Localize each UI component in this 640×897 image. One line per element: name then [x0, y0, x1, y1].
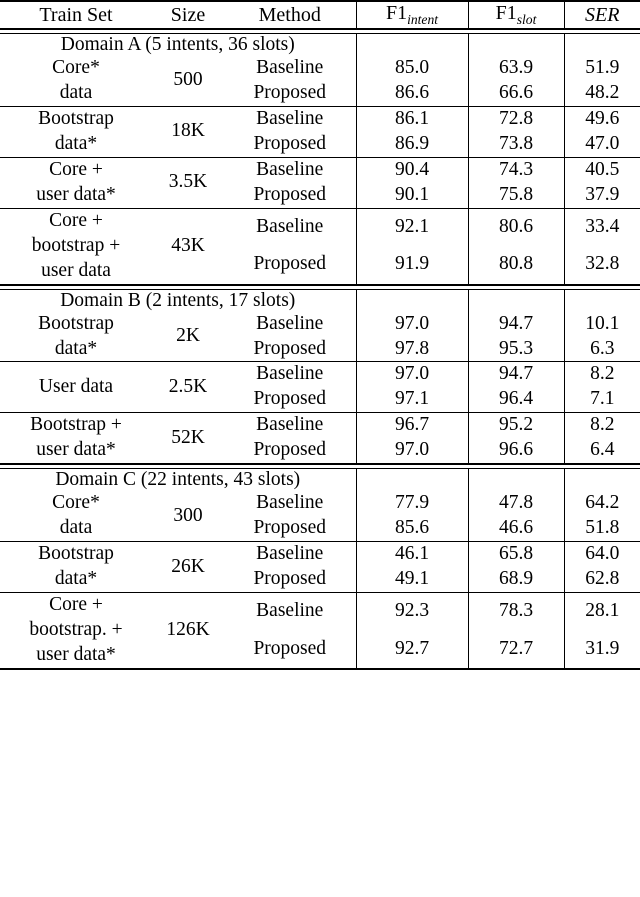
train-set-line: Core + — [49, 594, 103, 616]
size-cell: 18K — [171, 120, 205, 142]
ser-cell: 6.4 — [564, 438, 640, 464]
method-cell: Proposed — [253, 517, 327, 539]
f1-slot-cell: 65.8 — [468, 542, 564, 567]
train-set-cell — [0, 56, 152, 106]
train-set-line: Core* — [52, 492, 100, 514]
ser-cell: 40.5 — [564, 158, 640, 183]
method-cell: Proposed — [253, 132, 327, 154]
ser-cell: 47.0 — [564, 132, 640, 157]
train-set-line: data — [59, 81, 93, 103]
section-spacer-f1-intent — [356, 34, 468, 57]
ser-cell: 37.9 — [564, 183, 640, 208]
table-row — [0, 209, 640, 246]
f1-slot-cell: 95.3 — [468, 337, 564, 362]
method-cell: Proposed — [253, 183, 327, 205]
size-cell: 52K — [171, 426, 205, 448]
f1-slot-cell: 72.7 — [468, 630, 564, 669]
section-title-row — [0, 289, 640, 312]
table-row — [0, 107, 640, 132]
size-cell: 43K — [171, 234, 205, 256]
f1-slot-cell: 75.8 — [468, 183, 564, 208]
f1-intent-cell: 86.6 — [356, 81, 468, 106]
table-row — [0, 56, 640, 81]
method-cell: Baseline — [256, 543, 324, 565]
section-spacer-ser — [564, 469, 640, 492]
header-size: Size — [170, 3, 206, 26]
f1-intent-cell: 49.1 — [356, 567, 468, 592]
table-row — [0, 312, 640, 337]
method-cell: Baseline — [256, 600, 324, 622]
method-cell: Baseline — [256, 363, 324, 385]
method-cell: Proposed — [253, 81, 327, 103]
f1-intent-cell: 97.8 — [356, 337, 468, 362]
train-set-line: data — [59, 517, 93, 539]
method-cell: Proposed — [253, 637, 327, 659]
ser-cell: 7.1 — [564, 387, 640, 412]
section-spacer-ser — [564, 289, 640, 312]
train-set-cell — [0, 362, 152, 412]
f1-intent-cell: 85.6 — [356, 516, 468, 541]
method-cell: Proposed — [253, 388, 327, 410]
train-set-cell — [0, 209, 152, 285]
method-cell: Baseline — [256, 107, 324, 129]
f1-slot-cell: 74.3 — [468, 158, 564, 183]
f1-intent-cell: 77.9 — [356, 491, 468, 516]
train-set-line: Bootstrap — [38, 543, 114, 565]
size-cell: 2.5K — [168, 375, 208, 397]
f1-intent-cell: 97.0 — [356, 438, 468, 464]
train-set-line: user data — [41, 259, 111, 281]
f1-slot-cell: 96.4 — [468, 387, 564, 412]
f1-intent-cell: 46.1 — [356, 542, 468, 567]
f1-intent-cell: 97.0 — [356, 362, 468, 387]
ser-cell: 48.2 — [564, 81, 640, 106]
ser-cell: 8.2 — [564, 362, 640, 387]
train-set-line: Bootstrap — [38, 312, 114, 334]
f1-slot-cell: 63.9 — [468, 56, 564, 81]
ser-cell: 8.2 — [564, 413, 640, 438]
header-train-set: Train Set — [39, 3, 113, 26]
f1-intent-cell: 92.1 — [356, 209, 468, 246]
ser-cell: 49.6 — [564, 107, 640, 132]
ser-cell: 51.9 — [564, 56, 640, 81]
table-row — [0, 593, 640, 630]
train-set-cell — [0, 593, 152, 669]
f1-intent-cell: 96.7 — [356, 413, 468, 438]
f1-slot-cell: 96.6 — [468, 438, 564, 464]
section-spacer-f1-slot — [468, 289, 564, 312]
f1-slot-cell: 66.6 — [468, 81, 564, 106]
ser-cell: 28.1 — [564, 593, 640, 630]
header-method: Method — [258, 3, 321, 26]
section-title-row — [0, 34, 640, 57]
f1-slot-cell: 94.7 — [468, 312, 564, 337]
method-cell: Proposed — [253, 568, 327, 590]
train-set-line: Bootstrap — [38, 107, 114, 129]
ser-cell: 32.8 — [564, 246, 640, 285]
train-set-line: bootstrap. + — [29, 619, 123, 641]
train-set-line: user data* — [36, 183, 116, 205]
ser-cell: 6.3 — [564, 337, 640, 362]
header-f1-intent: $F1_{intent}$ — [356, 2, 468, 29]
method-cell: Baseline — [256, 312, 324, 334]
ser-cell: 31.9 — [564, 630, 640, 669]
table-body — [0, 1, 640, 670]
f1-slot-cell: 73.8 — [468, 132, 564, 157]
ser-cell: 33.4 — [564, 209, 640, 246]
section-title: Domain C (22 intents, 43 slots) — [55, 469, 301, 491]
method-cell: Baseline — [256, 57, 324, 78]
f1-intent-cell: 86.9 — [356, 132, 468, 157]
train-set-cell — [0, 413, 152, 464]
size-cell: 500 — [173, 69, 203, 91]
f1-slot-cell: 47.8 — [468, 491, 564, 516]
method-cell: Baseline — [256, 492, 324, 514]
header-f1-slot: $F1_{slot}$ — [468, 2, 564, 29]
f1-slot-cell: 78.3 — [468, 593, 564, 630]
f1-slot-cell: 95.2 — [468, 413, 564, 438]
section-spacer-ser — [564, 34, 640, 57]
train-set-cell — [0, 491, 152, 541]
f1-slot-cell: 46.6 — [468, 516, 564, 541]
size-cell: 300 — [173, 504, 203, 526]
method-cell: Proposed — [253, 253, 327, 275]
train-set-line: bootstrap + — [31, 234, 121, 256]
f1-intent-cell: 90.1 — [356, 183, 468, 208]
ser-cell: 62.8 — [564, 567, 640, 592]
f1-intent-cell: 85.0 — [356, 56, 468, 81]
train-set-line: data* — [54, 568, 98, 590]
f1-intent-cell: 92.7 — [356, 630, 468, 669]
section-title: Domain B (2 intents, 17 slots) — [60, 289, 296, 311]
table-row — [0, 158, 640, 183]
f1-intent-cell: 86.1 — [356, 107, 468, 132]
ser-cell: 10.1 — [564, 312, 640, 337]
train-set-cell — [0, 542, 152, 592]
size-cell: 26K — [171, 555, 205, 577]
method-cell: Baseline — [256, 215, 324, 237]
section-title: Domain A (5 intents, 36 slots) — [60, 34, 295, 55]
method-cell: Proposed — [253, 337, 327, 359]
section-title-row — [0, 469, 640, 492]
method-cell: Proposed — [253, 439, 327, 461]
table-row — [0, 413, 640, 438]
method-cell: Baseline — [256, 158, 324, 180]
f1-slot-cell: 94.7 — [468, 362, 564, 387]
f1-intent-cell: 92.3 — [356, 593, 468, 630]
method-cell: Baseline — [256, 414, 324, 436]
train-set-line: data* — [54, 132, 98, 154]
f1-slot-cell: 68.9 — [468, 567, 564, 592]
train-set-cell — [0, 312, 152, 362]
f1-intent-cell: 97.1 — [356, 387, 468, 412]
f1-slot-cell: 72.8 — [468, 107, 564, 132]
size-cell: 3.5K — [168, 171, 208, 193]
section-spacer-f1-intent — [356, 469, 468, 492]
table-row — [0, 362, 640, 387]
header-ser: SER — [564, 2, 640, 29]
train-set-line: data* — [54, 337, 98, 359]
size-cell: 126K — [166, 619, 210, 641]
table-header-row — [0, 2, 640, 29]
train-set-line: user data* — [36, 644, 116, 666]
ser-cell: 64.0 — [564, 542, 640, 567]
size-cell: 2K — [176, 325, 200, 347]
f1-intent-cell: 90.4 — [356, 158, 468, 183]
section-spacer-f1-slot — [468, 469, 564, 492]
section-spacer-f1-intent — [356, 289, 468, 312]
f1-intent-cell: 97.0 — [356, 312, 468, 337]
table-bottom-rule — [0, 669, 640, 670]
train-set-line: Core* — [52, 57, 100, 78]
f1-intent-cell: 91.9 — [356, 246, 468, 285]
table-row — [0, 542, 640, 567]
f1-slot-cell: 80.6 — [468, 209, 564, 246]
ser-cell: 64.2 — [564, 491, 640, 516]
table-row — [0, 491, 640, 516]
train-set-line: user data* — [36, 439, 116, 461]
train-set-line: User data — [38, 375, 114, 397]
train-set-line: Core + — [49, 158, 103, 180]
train-set-line: Core + — [49, 209, 103, 231]
section-spacer-f1-slot — [468, 34, 564, 57]
f1-slot-cell: 80.8 — [468, 246, 564, 285]
train-set-line: Bootstrap + — [30, 414, 122, 436]
train-set-cell — [0, 107, 152, 157]
ser-cell: 51.8 — [564, 516, 640, 541]
train-set-cell — [0, 158, 152, 208]
